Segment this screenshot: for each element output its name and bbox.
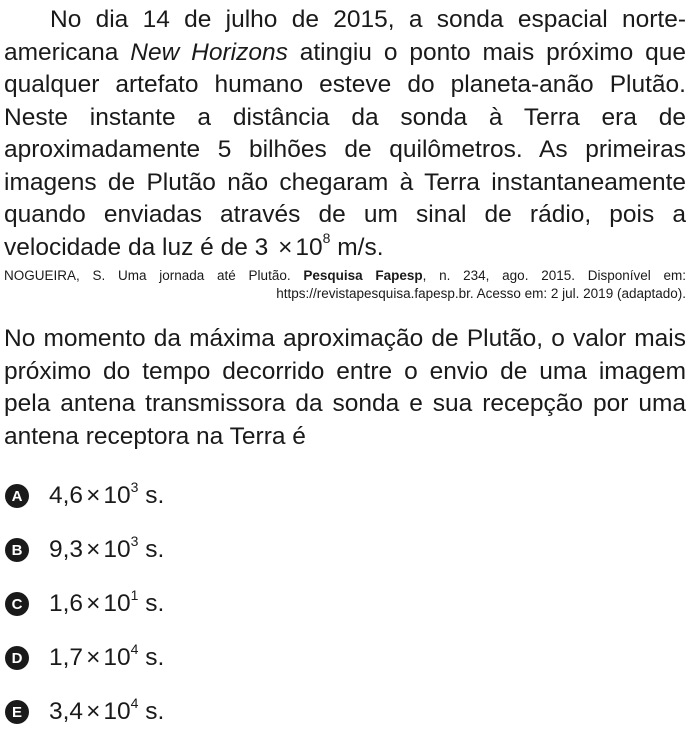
option-value: $4,6 \times 10^3$ s.	[49, 478, 165, 509]
citation-journal: Pesquisa Fapesp	[303, 268, 423, 283]
option-a[interactable]	[4, 469, 686, 523]
option-letter-badge: C	[5, 592, 29, 616]
intro-text-before: No dia 14 de julho de 2015, a sonda espacial norte-americana	[4, 6, 686, 66]
intro-text-after: atingiu o ponto mais próximo que qualquer artefato humano esteve do planeta-anão Plutão. Neste instante a distância da sonda à Terra era de aproximadamente 5 bilhões de quilômetros. As primeiras imagens de Plutão não chegaram à Terra instantaneamente quando enviadas através de um sinal de rádio, pois a velocidade da luz é de 3	[4, 38, 687, 261]
option-letter-badge: A	[5, 484, 29, 508]
option-d[interactable]	[4, 631, 686, 685]
answer-options	[4, 469, 686, 739]
source-citation	[4, 267, 686, 303]
option-letter-badge: D	[5, 646, 29, 670]
citation-rest: , n. 234, ago. 2015. Disponível em: https://revistapesquisa.fapesp.br. Acesso em: 2 jul. 2019 (adaptado).	[276, 268, 687, 301]
speed-unit: m/s.	[330, 233, 384, 261]
option-value: $1,6 \times 10^1$ s.	[49, 586, 165, 617]
option-value: $1,7 \times 10^4$ s.	[49, 640, 165, 671]
power-base: 10	[295, 233, 323, 261]
option-value: $9,3 \times 10^3$ s.	[49, 532, 165, 563]
citation-author: NOGUEIRA, S. Uma jornada até Plutão.	[4, 268, 304, 283]
option-letter-badge: B	[5, 538, 29, 562]
option-b[interactable]	[4, 523, 686, 577]
power-exponent: 8	[322, 230, 331, 247]
option-letter-badge: E	[5, 700, 29, 724]
question-stem: No momento da máxima aproximação de Plutão, o valor mais próximo do tempo decorrido entre o envio de uma imagem pela antena transmissora da sonda e sua recepção por uma antena receptora na Terra é	[4, 325, 686, 450]
times-sign: ×	[278, 233, 293, 261]
option-value: $3,4 \times 10^4$ s.	[49, 694, 165, 725]
option-e[interactable]	[4, 685, 686, 739]
probe-name: New Horizons	[130, 38, 288, 66]
option-c[interactable]	[4, 577, 686, 631]
intro-paragraph	[4, 4, 686, 264]
